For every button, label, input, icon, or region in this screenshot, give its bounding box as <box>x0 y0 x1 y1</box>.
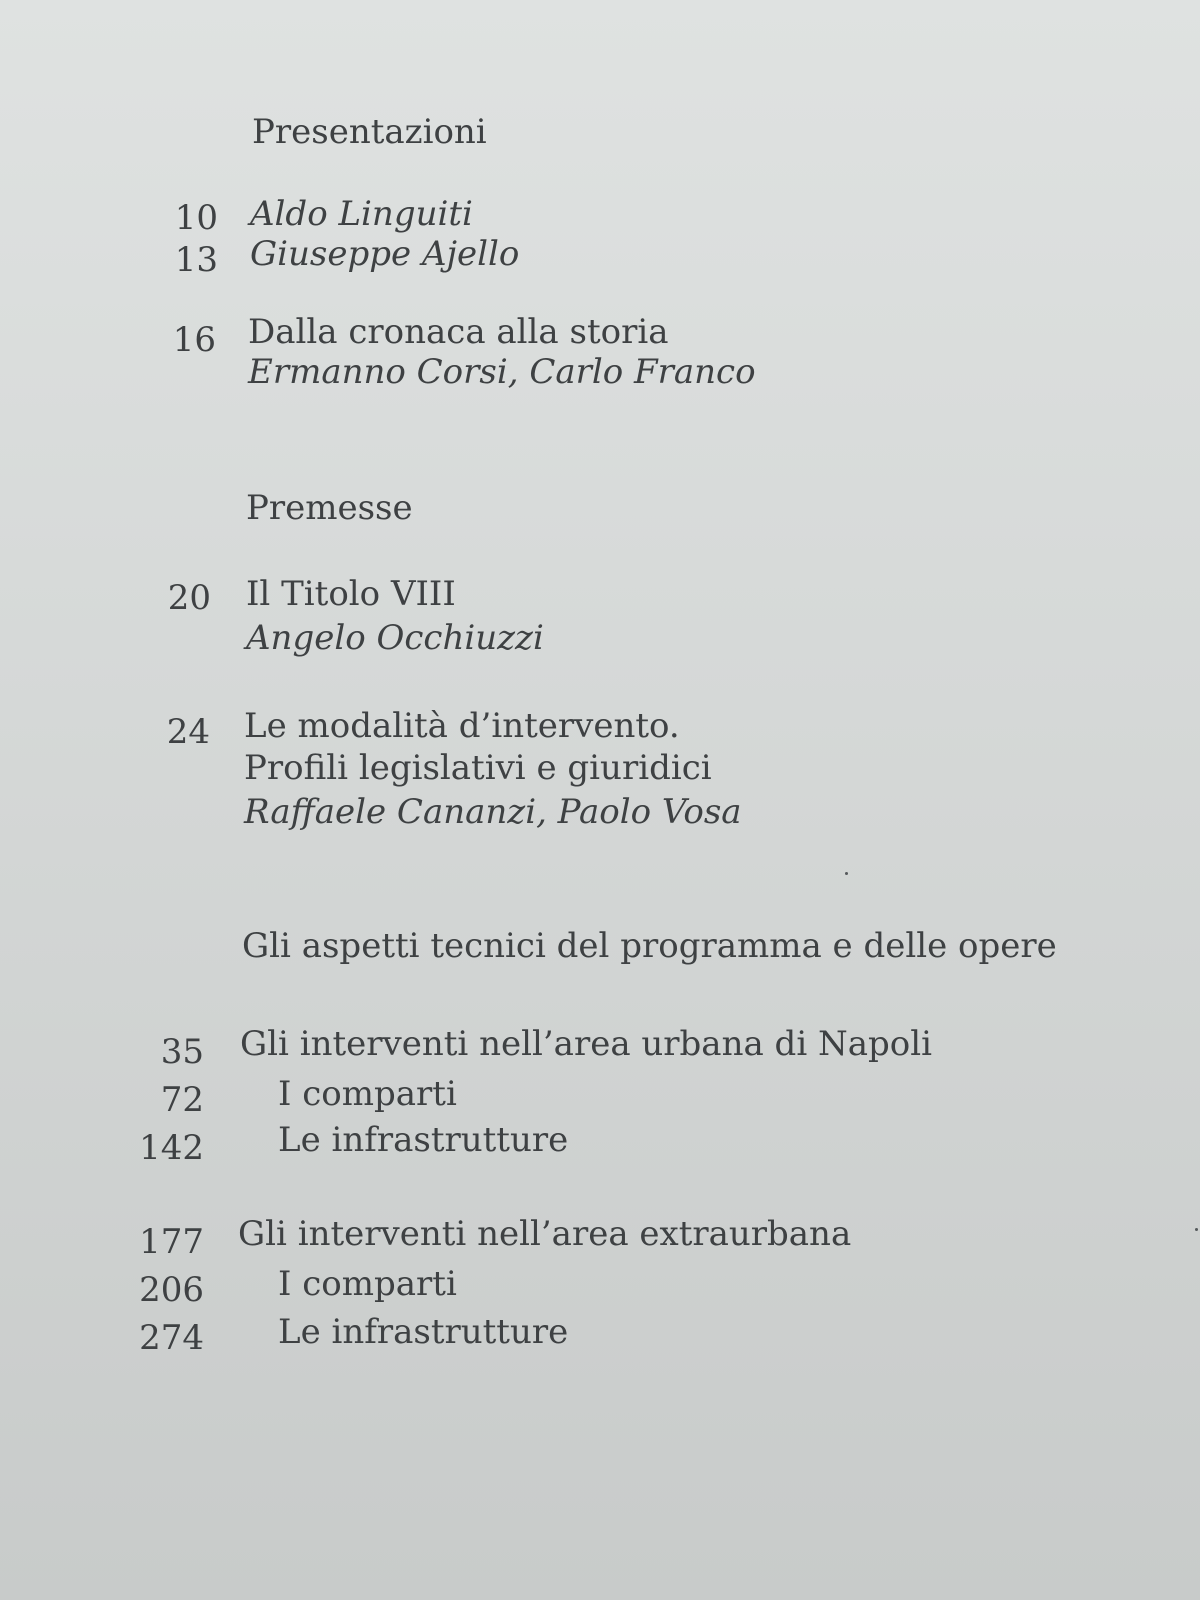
toc-author: Giuseppe Ajello <box>250 234 520 274</box>
toc-page-number: 10 <box>174 198 218 238</box>
toc-author: Angelo Occhiuzzi <box>246 618 544 658</box>
toc-title: Gli interventi nell’area urbana di Napoli <box>240 1024 933 1064</box>
toc-subtitle: I comparti <box>278 1074 457 1114</box>
toc-title: Le modalità d’intervento. <box>244 706 680 746</box>
toc-page-number: 142 <box>139 1128 204 1168</box>
section-heading-presentazioni: Presentazioni <box>252 112 487 152</box>
toc-page-number: 177 <box>139 1222 204 1262</box>
toc-title: Dalla cronaca alla storia <box>248 312 669 352</box>
toc-subtitle: I comparti <box>278 1264 457 1304</box>
section-heading-premesse: Premesse <box>246 488 413 528</box>
toc-subtitle: Le infrastrutture <box>278 1120 569 1160</box>
paper-speck <box>1195 1228 1198 1231</box>
toc-author: Aldo Linguiti <box>250 194 473 234</box>
toc-page-number: 35 <box>160 1032 204 1072</box>
toc-author: Raffaele Cananzi, Paolo Vosa <box>244 792 742 832</box>
toc-page-number: 16 <box>172 320 216 360</box>
toc-page-number: 24 <box>166 712 210 752</box>
toc-subtitle: Le infrastrutture <box>278 1312 569 1352</box>
toc-page-number: 206 <box>139 1270 204 1310</box>
toc-title: Profili legislativi e giuridici <box>244 748 712 788</box>
toc-page-number: 20 <box>167 578 211 618</box>
toc-page-number: 13 <box>174 240 218 280</box>
toc-page-number: 274 <box>139 1318 204 1358</box>
toc-title: Il Titolo VIII <box>246 574 456 614</box>
section-heading-aspetti-tecnici: Gli aspetti tecnici del programma e delle opere <box>242 926 1057 966</box>
paper-speck <box>845 872 848 875</box>
toc-author: Ermanno Corsi, Carlo Franco <box>248 352 756 392</box>
toc-title: Gli interventi nell’area extraurbana <box>238 1214 852 1254</box>
toc-page-number: 72 <box>160 1080 204 1120</box>
